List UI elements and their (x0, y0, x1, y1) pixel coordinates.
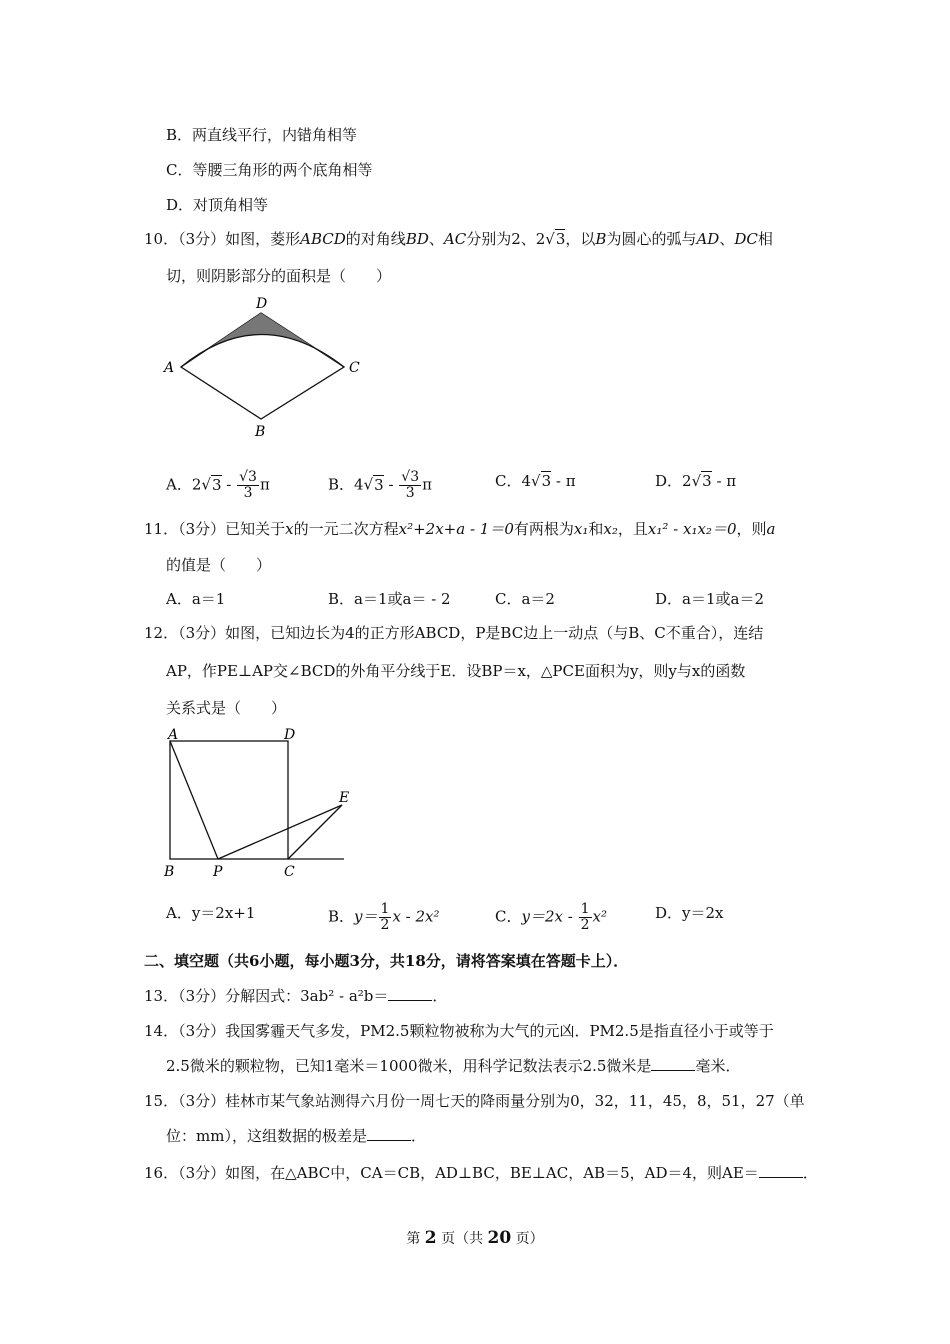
q12-stem-line2: AP，作PE⊥AP交∠BCD的外角平分线于E．设BP＝x，△PCE面积为y，则y与x的函数 (166, 662, 746, 680)
q11-var: a (766, 520, 776, 538)
q10-text: 如图，菱形 (225, 230, 301, 248)
denominator: 3 (405, 485, 415, 501)
option-sqrt: 3 (541, 472, 552, 490)
label-a: A (164, 360, 175, 376)
option-sqrt: 3 (211, 475, 222, 494)
option-minus: - (383, 475, 399, 494)
numerator: 1 (580, 901, 590, 917)
option-label: C． (495, 907, 522, 926)
label-p: P (213, 864, 223, 880)
segment-ce (288, 805, 342, 859)
option-coef: 2 (191, 475, 202, 494)
q14-end: 毫米． (695, 1057, 741, 1075)
q11-points: （3分） (178, 520, 226, 538)
q12-option-a: A．y＝2x+1 (166, 904, 256, 922)
q11-text: 有两根为 (513, 520, 574, 538)
q11-option-c: C．a＝2 (495, 590, 555, 608)
q10-text: 分别为2、2 (466, 230, 546, 248)
option-pi: π (422, 475, 432, 494)
q11-option-a: A．a＝1 (166, 590, 226, 608)
q10-sep: 、 (428, 230, 444, 248)
label-a: A (168, 727, 179, 743)
q10-number: 10． (144, 230, 179, 248)
q10-ac: AC (443, 230, 467, 248)
denominator: 2 (580, 917, 590, 933)
q10-text: 相 (757, 230, 773, 248)
q10-option-a: A．2√3 - $\frac{√3}{3}$ π (166, 469, 270, 501)
q10-text: ，以 (565, 230, 596, 248)
q15-text: 位：mm），这组数据的极差是 (166, 1127, 367, 1145)
q11-text: 的一元二次方程 (293, 520, 399, 538)
q10-b: B (595, 230, 607, 248)
q15-line2 (166, 1125, 426, 1147)
denominator: 3 (243, 485, 253, 501)
q10-option-c: C．4√3 - π (495, 472, 576, 490)
label-c: C (349, 360, 360, 376)
option-pi: π (259, 475, 270, 494)
q10-text: 的对角线 (345, 230, 406, 248)
q16-answer-blank[interactable] (759, 1163, 803, 1178)
q11-equation: x²+2x+a - 1＝0 (398, 520, 514, 538)
square-abcd (170, 741, 288, 859)
option-label: C． (495, 472, 522, 490)
q11-option-d: D．a＝1或a＝2 (655, 590, 764, 608)
q10-ad: AD (696, 230, 720, 248)
q10-sqrt: 3 (555, 230, 566, 248)
label-b: B (164, 864, 175, 880)
label-b: B (255, 424, 266, 440)
option-fraction (379, 902, 392, 933)
q15-answer-blank[interactable] (367, 1126, 411, 1141)
q11-stem-line2: 的值是（ ） (166, 556, 272, 574)
q15-end: ． (410, 1127, 426, 1145)
arc (181, 335, 344, 368)
q10-option-b: B．4√3 - $\frac{√3}{3}$ π (328, 469, 432, 501)
section-2-heading: 二、填空题（共6小题，每小题3分，共18分，请将答案填在答题卡上）． (144, 952, 629, 970)
q10-dc: DC (734, 230, 758, 248)
q14-line2 (166, 1055, 740, 1077)
q12-option-c (495, 902, 607, 933)
q11-number: 11． (144, 520, 179, 538)
option-label: B． (328, 907, 355, 926)
q9-option-d: D．对顶角相等 (166, 196, 269, 214)
option-fraction (579, 902, 592, 933)
footer-text: 页（共 (436, 1231, 488, 1247)
option-fraction (399, 470, 421, 501)
option-sqrt: 3 (702, 472, 712, 490)
option-label: A． (166, 475, 192, 494)
option-coef: 2 (682, 472, 692, 490)
q16 (144, 1162, 818, 1184)
numerator: 1 (380, 901, 390, 917)
option-sqrt: 3 (374, 475, 384, 494)
q12-number: 12． (144, 624, 179, 642)
q16-text: 16．（3分）如图，在△ABC中，CA＝CB，AD⊥BC，BE⊥AC，AB＝5，AD＝4，则AE＝ (144, 1164, 759, 1182)
q9-option-b: B．两直线平行，内错角相等 (166, 126, 358, 144)
q12-stem-line1 (144, 622, 763, 644)
numerator: √3 (401, 469, 420, 485)
option-expr: x - 2x² (392, 907, 440, 926)
q13-text: 13．（3分）分解因式：3ab² - a²b＝ (144, 987, 389, 1005)
q13-end: ． (432, 987, 448, 1005)
q10-stem-line1: 10．（3分）如图，菱形ABCD的对角线BD、AC分别为2、2√3，以B为圆心的弧与AD、DC相 (144, 230, 773, 248)
q13-answer-blank[interactable] (388, 986, 432, 1001)
q15-line1: 15．（3分）桂林市某气象站测得六月份一周七天的降雨量分别为0，32，11，45，8，51，27（单 (144, 1092, 805, 1110)
option-expr: y＝2x - (521, 907, 578, 926)
option-fraction (237, 470, 259, 501)
label-e: E (339, 790, 350, 806)
option-label: B． (328, 475, 355, 494)
q10-points: （3分） (178, 230, 226, 248)
q11-condition: x₁² - x₁x₂＝0 (647, 520, 737, 538)
q13 (144, 985, 447, 1007)
q11-text: ，且 (617, 520, 648, 538)
segment-ap (170, 741, 218, 859)
q10-rhombus-figure (160, 292, 370, 442)
q11-var: x₂ (603, 520, 618, 538)
q14-answer-blank[interactable] (651, 1056, 695, 1071)
q12-points: （3分） (178, 624, 226, 642)
option-pi: - π (551, 472, 576, 490)
q11-stem-line1 (144, 518, 775, 540)
denominator: 2 (380, 917, 390, 933)
label-c: C (284, 864, 295, 880)
numerator: √3 (239, 469, 257, 485)
option-coef: 4 (354, 475, 364, 494)
q12-text: 如图，已知边长为4的正方形ABCD，P是BC边上一动点（与B、C不重合），连结 (225, 624, 764, 642)
q11-text: ，则 (736, 520, 767, 538)
q14-text: 2.5微米的颗粒物，已知1毫米＝1000微米，用科学记数法表示2.5微米是 (166, 1057, 652, 1075)
q10-rhombus: ABCD (300, 230, 346, 248)
q16-end: ． (802, 1164, 818, 1182)
segment-pe (218, 805, 342, 859)
option-label: D． (655, 472, 683, 490)
option-pi: - π (711, 472, 737, 490)
q12-stem-line3: 关系式是（ ） (166, 699, 287, 717)
q11-var: x (285, 520, 294, 538)
option-expr: y＝ (354, 907, 378, 926)
shaded-region (181, 313, 344, 367)
q11-text: 已知关于 (225, 520, 286, 538)
page-footer (0, 1228, 950, 1248)
q12-option-d: D．y＝2x (655, 904, 724, 922)
option-minus: - (221, 475, 237, 494)
option-expr: x² (592, 907, 607, 926)
page-number: 2 (424, 1228, 437, 1248)
q10-option-d: D．2√3 - π (655, 472, 737, 490)
q11-text: 和 (588, 520, 604, 538)
q10-sep: 、 (719, 230, 735, 248)
q11-var: x₁ (573, 520, 589, 538)
q10-bd: BD (405, 230, 429, 248)
option-coef: 4 (521, 472, 532, 490)
q10-text: 为圆心的弧与 (606, 230, 697, 248)
label-d: D (256, 296, 268, 312)
q9-option-c: C．等腰三角形的两个底角相等 (166, 161, 373, 179)
q14-line1: 14．（3分）我国雾霾天气多发，PM2.5颗粒物被称为大气的元凶．PM2.5是指直径小于或等于 (144, 1022, 774, 1040)
footer-text: 页） (511, 1231, 544, 1247)
q12-option-b (328, 902, 440, 933)
q11-option-b: B．a＝1或a＝ - 2 (328, 590, 451, 608)
q12-square-figure (158, 722, 358, 882)
total-pages: 20 (487, 1228, 512, 1248)
footer-text: 第 (406, 1231, 425, 1247)
label-d: D (284, 727, 296, 743)
q10-stem-line2: 切，则阴影部分的面积是（ ） (166, 267, 392, 285)
